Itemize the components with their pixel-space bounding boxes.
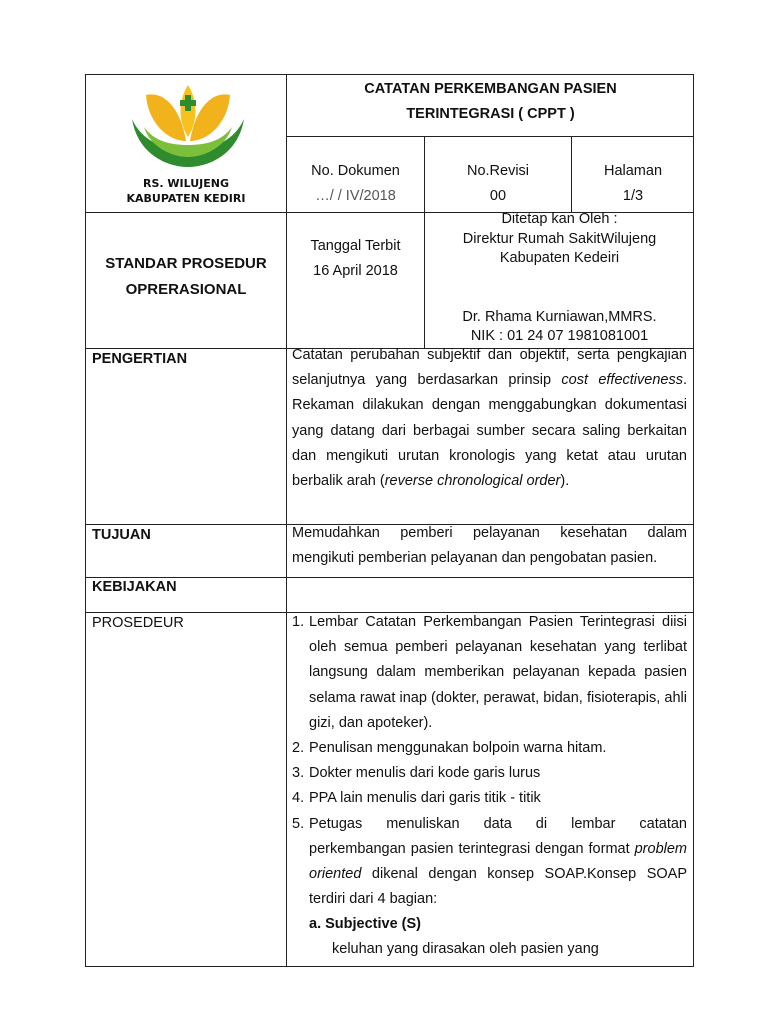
hospital-name: RS. WILUJENG bbox=[142, 177, 230, 190]
pengertian-text: Catatan perubahan subjektif dan objektif, serta pengkajian selanjutnya yang berdasarkan prinsip cost effectiveness. Rekaman dilakukan dengan menggabungkan dokumentasi yang datang dari berbagai sumber secara saling berkaitan dan mengikuti urutan kronologis yang ketat atau urutan berbalik arah (reverse chronological order). bbox=[292, 347, 687, 490]
ditetapkan-label: Ditetap kan Oleh : bbox=[501, 211, 618, 227]
step-number: 3. bbox=[292, 765, 305, 782]
sop-title bbox=[86, 251, 286, 303]
sop-title-line: STANDAR PROSEDUR bbox=[105, 255, 267, 272]
halaman-cell bbox=[572, 159, 694, 209]
step-number: 4. bbox=[292, 790, 305, 807]
divider bbox=[86, 577, 694, 578]
tanggal-label: Tanggal Terbit bbox=[310, 238, 401, 254]
title-line: CATATAN PERKEMBANGAN PASIEN bbox=[364, 81, 617, 97]
list-item bbox=[292, 736, 687, 761]
sop-title-line: OPRERASIONAL bbox=[125, 281, 247, 298]
no-dokumen-label: No. Dokumen bbox=[311, 163, 400, 179]
prosedur-steps bbox=[292, 610, 687, 812]
no-revisi-label: No.Revisi bbox=[466, 163, 530, 179]
halaman-value: 1/3 bbox=[622, 188, 644, 204]
director-location: Kabupaten Kedeiri bbox=[499, 250, 620, 266]
hospital-logo-icon bbox=[128, 79, 248, 174]
prosedur-label: PROSEDEUR bbox=[92, 615, 184, 631]
logo-cell bbox=[86, 75, 286, 212]
no-revisi-cell bbox=[425, 159, 571, 209]
list-item: 5. Petugas menuliskan data di lembar catatan perkembangan pasien terintegrasi dengan format problem oriented dikenal dengan konsep SOAP.Konsep SOAP terdiri dari 4 bagian: bbox=[292, 815, 687, 908]
list-item bbox=[292, 610, 687, 736]
halaman-label: Halaman bbox=[603, 163, 663, 179]
prosedur-step-5 bbox=[292, 812, 687, 913]
step-number: 1. bbox=[292, 614, 305, 630]
signer-name: Dr. Rhama Kurniawan,MMRS. bbox=[462, 308, 657, 325]
tujuan-label: TUJUAN bbox=[92, 527, 151, 543]
prosedur-list bbox=[292, 610, 687, 962]
signer-nik: NIK : 01 24 07 1981081001 bbox=[470, 328, 649, 344]
title-line: TERINTEGRASI ( CPPT ) bbox=[406, 106, 575, 122]
step-text: Dokter menulis dari kode garis lurus bbox=[309, 765, 541, 782]
list-item bbox=[292, 786, 687, 811]
pengertian-label: PENGERTIAN bbox=[92, 351, 188, 367]
list-item bbox=[292, 761, 687, 786]
tanggal-terbit-cell bbox=[287, 234, 424, 284]
soap-subjective-heading: a. Subjective (S) bbox=[309, 916, 422, 933]
step-text: Penulisan menggunakan bolpoin warna hitam. bbox=[309, 740, 607, 757]
ditetapkan-cell bbox=[425, 210, 694, 347]
step-text: Lembar Catatan Perkembangan Pasien Terintegrasi diisi oleh semua pemberi pelayanan kesehatan yang terlibat langsung dalam memberikan pelayanan kepada pasien selama rawat inap (dokter, perawat, bidan, fisioterapis, ahli gizi, dan apoteker). bbox=[309, 614, 687, 731]
kebijakan-label: KEBIJAKAN bbox=[92, 579, 177, 595]
soap-subjective-text: keluhan yang dirasakan oleh pasien yang bbox=[332, 941, 599, 958]
no-dokumen-value: …/ / IV/2018 bbox=[315, 188, 396, 204]
step-number: 2. bbox=[292, 740, 305, 757]
step-text: PPA lain menulis dari garis titik - titik bbox=[309, 790, 541, 807]
no-revisi-value: 00 bbox=[489, 188, 507, 204]
tanggal-value: 16 April 2018 bbox=[313, 263, 398, 279]
document-title bbox=[287, 77, 694, 127]
tujuan-text: Memudahkan pemberi pelayanan kesehatan dalam mengikuti pemberian pelayanan dan pengobatan pasien. bbox=[292, 525, 687, 567]
divider bbox=[286, 136, 694, 137]
hospital-location: KABUPATEN KEDIRI bbox=[126, 192, 246, 205]
director-title: Direktur Rumah SakitWilujeng bbox=[462, 230, 657, 247]
sop-document bbox=[85, 74, 694, 967]
no-dokumen-cell bbox=[287, 159, 424, 209]
